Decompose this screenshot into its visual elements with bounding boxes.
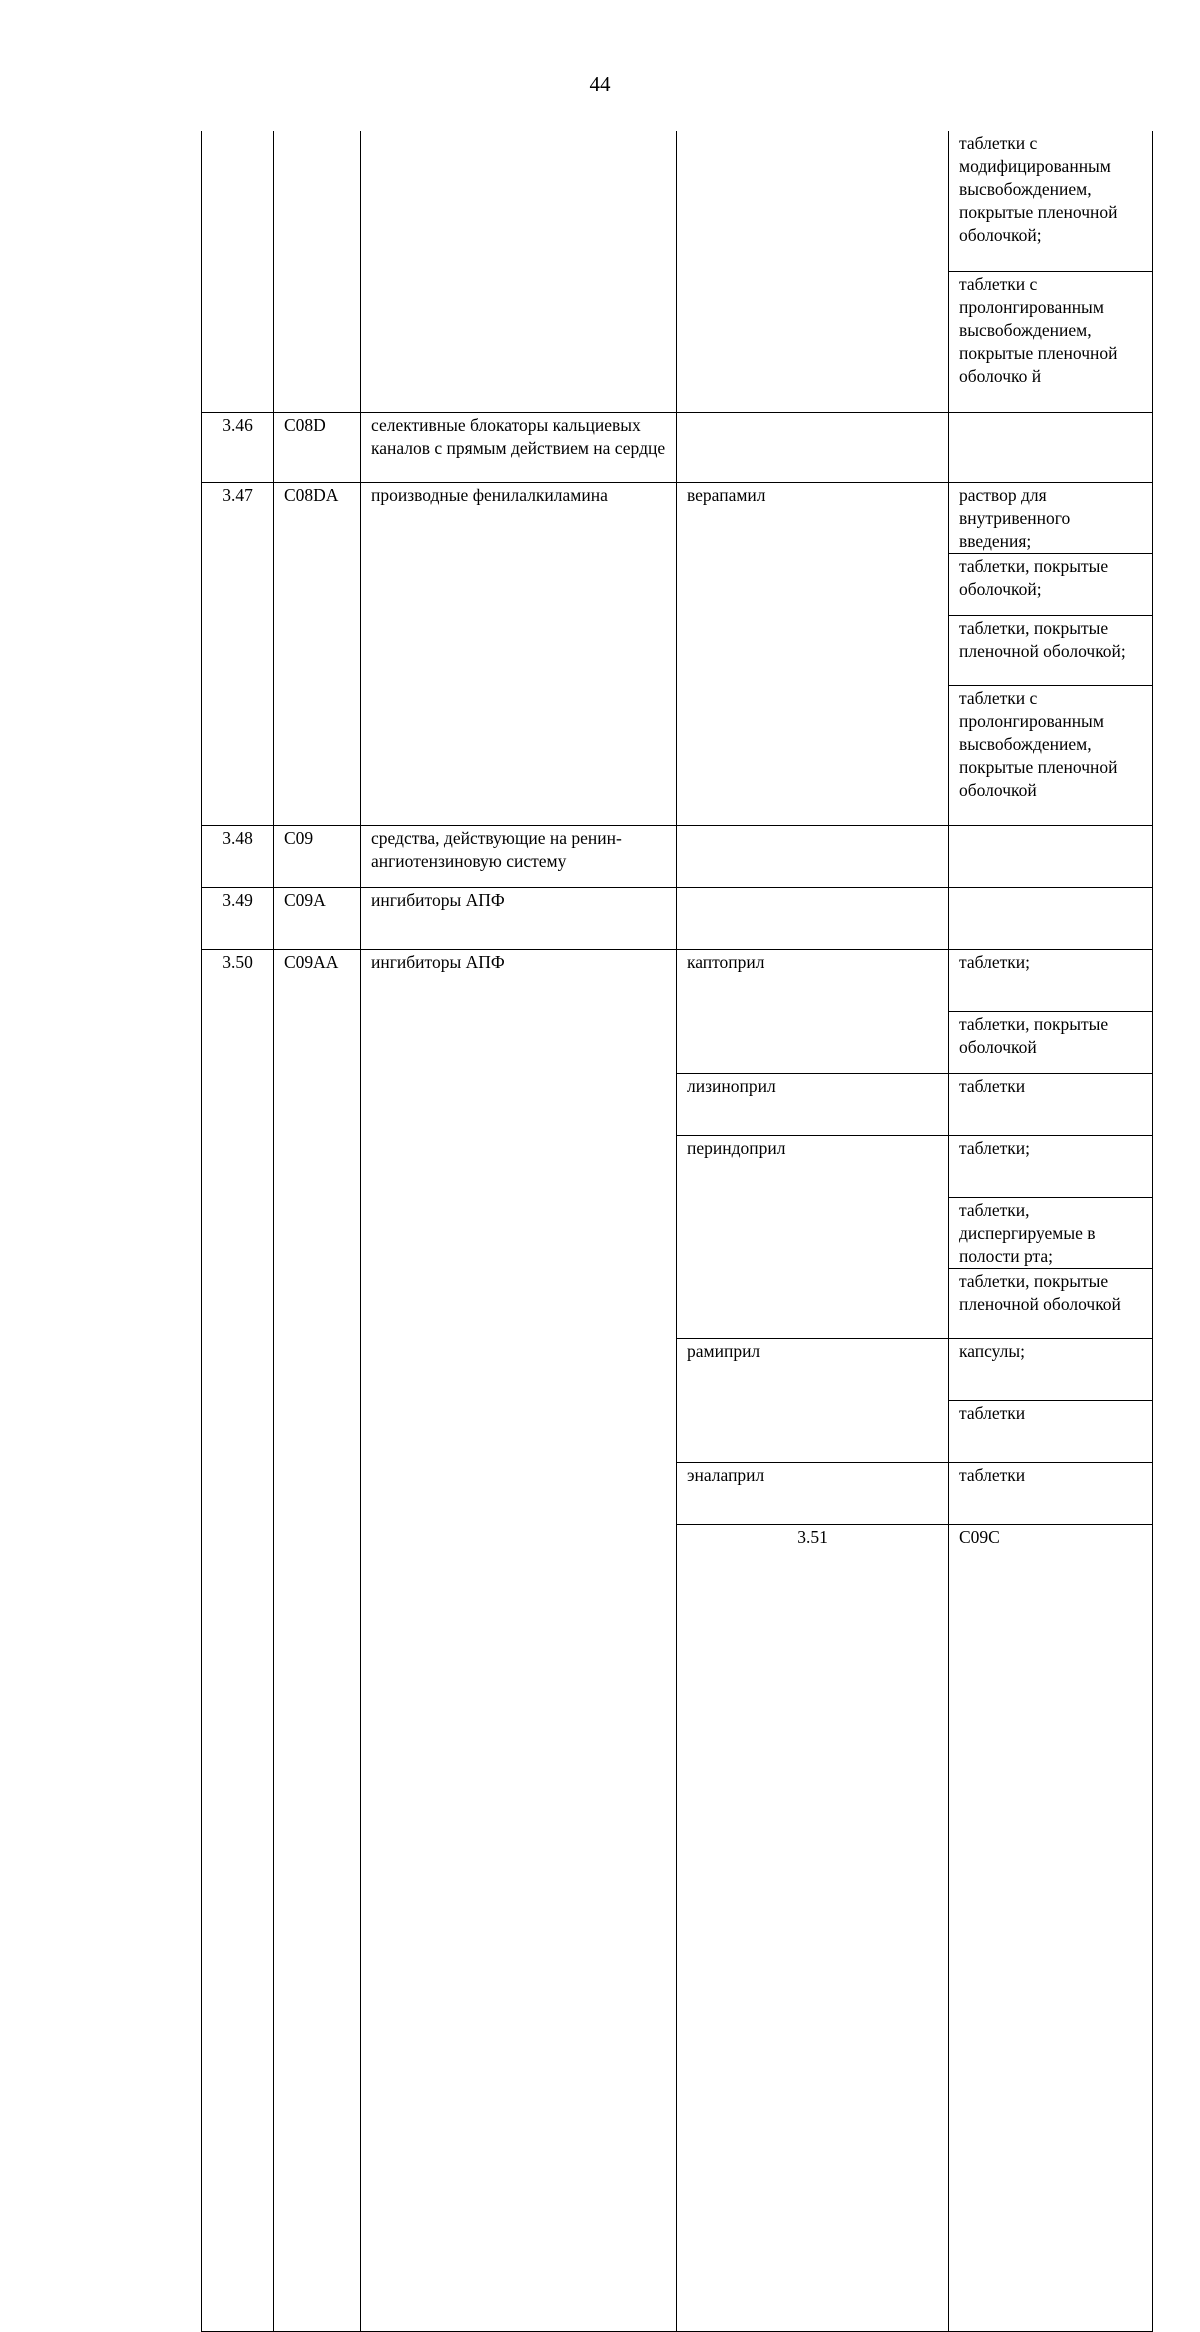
cell-atc-code: C09AA: [274, 949, 361, 2331]
cell-form: [949, 825, 1153, 887]
table-row: [202, 825, 1153, 887]
cell-atc-code: C08D: [274, 412, 361, 482]
cell-form: таблетки: [949, 1400, 1153, 1462]
cell-form: таблетки, покрытые оболочкой;: [949, 553, 1153, 615]
cell-drug: [677, 825, 949, 887]
cell-form: таблетки с модифицированным высвобождением, покрытые пленочной оболочкой;: [949, 131, 1153, 271]
cell-group: [361, 131, 677, 412]
cell-number: 3.46: [202, 412, 274, 482]
cell-form: [949, 412, 1153, 482]
table-row: [202, 887, 1153, 949]
cell-form: таблетки: [949, 1073, 1153, 1135]
table-row: [202, 482, 1153, 553]
cell-form: таблетки, диспергируемые в полости рта;: [949, 1197, 1153, 1268]
cell-atc-code: [274, 131, 361, 412]
cell-form: капсулы;: [949, 1338, 1153, 1400]
table-row: [202, 949, 1153, 1011]
cell-number: 3.49: [202, 887, 274, 949]
cell-group: ингибиторы АПФ: [361, 949, 677, 2331]
cell-form: таблетки с пролонгированным высвобождением, покрытые пленочной оболочко й: [949, 271, 1153, 412]
cell-number: 3.47: [202, 482, 274, 825]
cell-number: 3.48: [202, 825, 274, 887]
cell-form: таблетки с пролонгированным высвобождением, покрытые пленочной оболочкой: [949, 685, 1153, 825]
cell-form: таблетки: [949, 1462, 1153, 1524]
cell-drug: [677, 887, 949, 949]
cell-form: таблетки;: [949, 949, 1153, 1011]
cell-group: производные фенилалкиламина: [361, 482, 677, 825]
cell-number: [202, 131, 274, 412]
cell-group: ингибиторы АПФ: [361, 887, 677, 949]
cell-drug: эналаприл: [677, 1462, 949, 1524]
cell-group: селективные блокаторы кальциевых каналов с прямым действием на сердце: [361, 412, 677, 482]
cell-drug: верапамил: [677, 482, 949, 825]
cell-number: 3.51: [677, 1524, 949, 2331]
cell-form: таблетки, покрытые пленочной оболочкой;: [949, 615, 1153, 685]
page-number: 44: [589, 72, 611, 96]
cell-group: средства, действующие на ренин-ангиотензиновую систему: [361, 825, 677, 887]
cell-drug: лизиноприл: [677, 1073, 949, 1135]
cell-drug: рамиприл: [677, 1338, 949, 1462]
cell-drug: [677, 412, 949, 482]
cell-number: 3.50: [202, 949, 274, 2331]
cell-form: таблетки, покрытые оболочкой: [949, 1011, 1153, 1073]
drug-table: [201, 131, 1153, 2332]
cell-form: таблетки;: [949, 1135, 1153, 1197]
cell-drug: [677, 131, 949, 412]
cell-atc-code: C09A: [274, 887, 361, 949]
table-row: [202, 412, 1153, 482]
cell-atc-code: C09: [274, 825, 361, 887]
cell-atc-code: C08DA: [274, 482, 361, 825]
cell-form: [949, 887, 1153, 949]
cell-form: раствор для внутривенного введения;: [949, 482, 1153, 553]
cell-drug: каптоприл: [677, 949, 949, 1073]
table-row: [202, 131, 1153, 271]
cell-atc-code: C09C: [949, 1524, 1153, 2331]
cell-drug: периндоприл: [677, 1135, 949, 1338]
cell-form: таблетки, покрытые пленочной оболочкой: [949, 1268, 1153, 1338]
